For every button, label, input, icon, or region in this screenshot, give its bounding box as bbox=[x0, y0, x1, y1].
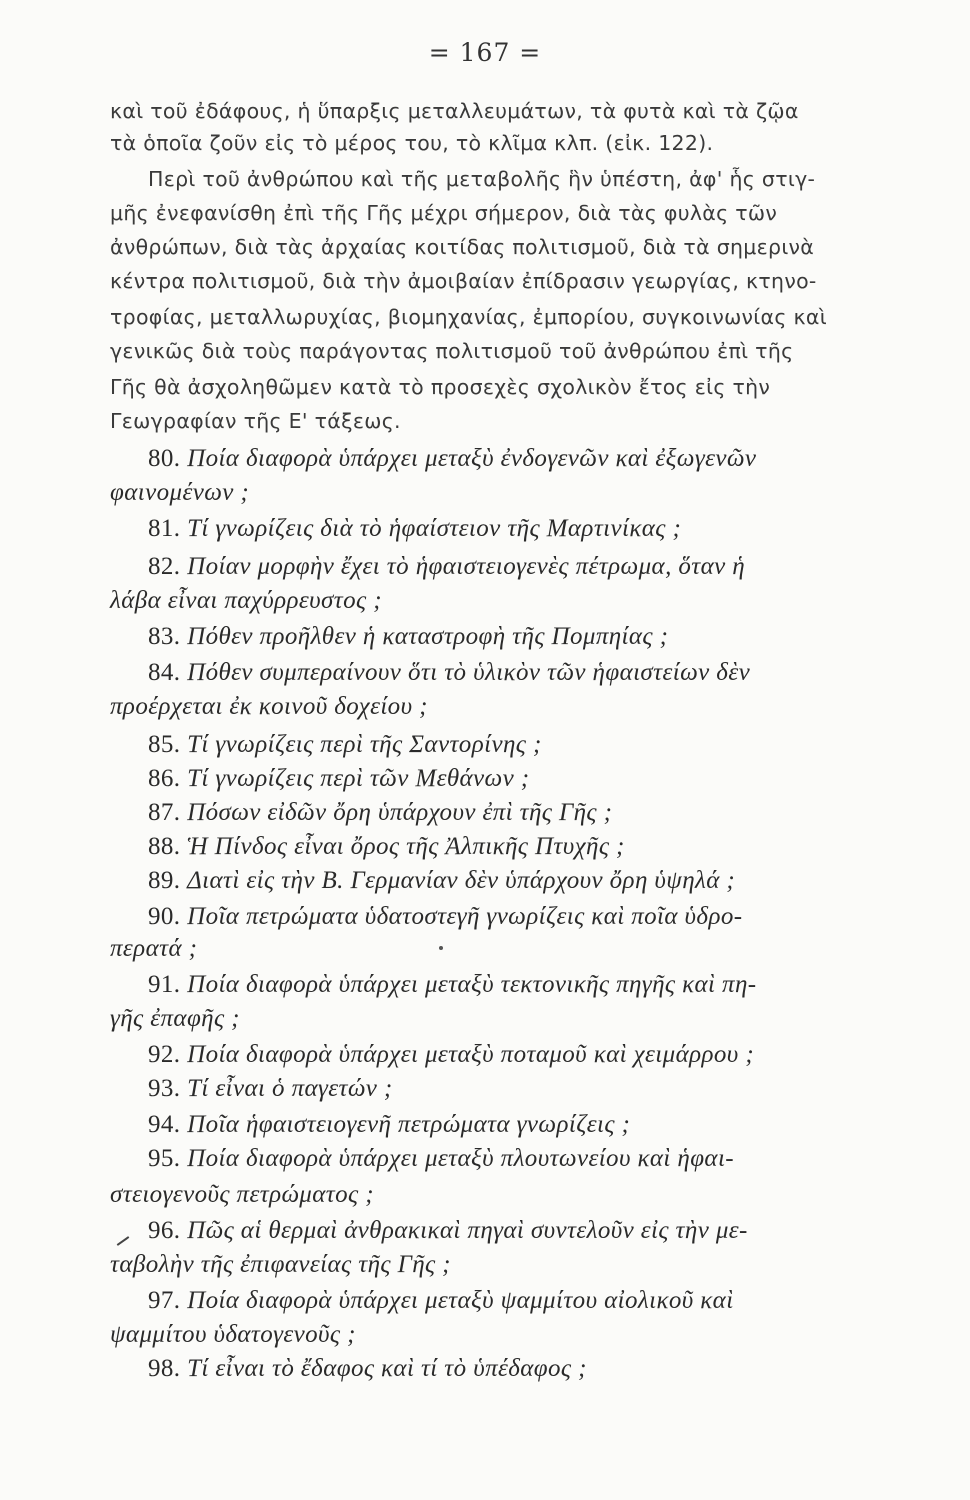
question-item bbox=[148, 1216, 748, 1246]
page-number: = 167 = bbox=[428, 38, 542, 67]
question-text: Ποία διαφορὰ ὑπάρχει μεταξὺ τεκτονικῆς πηγῆς καὶ πη- bbox=[187, 971, 757, 998]
question-text: Τί γνωρίζεις διὰ τὸ ἡφαίστειον τῆς Μαρτινίκας ; bbox=[187, 515, 682, 542]
question-item bbox=[148, 1354, 587, 1384]
question-text: Ποίαν μορφὴν ἔχει τὸ ἡφαιστειογενὲς πέτρωμα, ὅταν ἡ bbox=[187, 553, 746, 580]
question-continuation bbox=[110, 586, 382, 616]
question-text: περατά ; bbox=[110, 935, 198, 962]
paragraph-line: τροφίας, μεταλλωρυχίας, βιομηχανίας, ἐμπορίου, συγκοινωνίας καὶ bbox=[110, 305, 827, 329]
pencil-tick-mark bbox=[117, 1236, 130, 1246]
question-item bbox=[148, 514, 681, 544]
question-text: Τί γνωρίζεις περὶ τῶν Μεθάνων ; bbox=[187, 765, 530, 792]
paragraph-line: ἀνθρώπων, διὰ τὰς ἀρχαίας κοιτίδας πολιτισμοῦ, διὰ τὰ σημερινὰ bbox=[110, 235, 815, 259]
question-number: 82. bbox=[148, 553, 181, 580]
paragraph-line: γενικῶς διὰ τοὺς παράγοντας πολιτισμοῦ τοῦ ἀνθρώπου ἐπὶ τῆς bbox=[110, 339, 794, 363]
question-item bbox=[148, 832, 625, 862]
paragraph-line: τὰ ὁποῖα ζοῦν εἰς τὸ μέρος του, τὸ κλῖμα κλπ. (εἰκ. 122). bbox=[110, 131, 714, 155]
question-item bbox=[148, 1144, 734, 1174]
question-continuation bbox=[110, 478, 249, 508]
question-number: 92. bbox=[148, 1041, 181, 1068]
question-item bbox=[148, 1286, 734, 1316]
question-number: 84. bbox=[148, 659, 181, 686]
question-number: 98. bbox=[148, 1355, 181, 1382]
question-item bbox=[148, 902, 742, 932]
question-number: 93. bbox=[148, 1075, 181, 1102]
question-number: 96. bbox=[148, 1217, 181, 1244]
question-number: 88. bbox=[148, 833, 181, 860]
question-item bbox=[148, 730, 542, 760]
question-text: ψαμμίτου ὑδατογενοῦς ; bbox=[110, 1321, 356, 1348]
paragraph-line: μῆς ἐνεφανίσθη ἐπὶ τῆς Γῆς μέχρι σήμερον, διὰ τὰς φυλὰς τῶν bbox=[110, 201, 778, 225]
question-text: Τί εἶναι ὁ παγετών ; bbox=[187, 1075, 393, 1102]
question-item bbox=[148, 1074, 393, 1104]
question-continuation bbox=[110, 1004, 240, 1034]
question-text: Πόσων εἰδῶν ὄρη ὑπάρχουν ἐπὶ τῆς Γῆς ; bbox=[187, 799, 613, 826]
question-text: Ποία διαφορὰ ὑπάρχει μεταξὺ ψαμμίτου αἰολικοῦ καὶ bbox=[187, 1287, 734, 1314]
question-text: Ποία διαφορὰ ὑπάρχει μεταξὺ ἐνδογενῶν καὶ ἐξωγενῶν bbox=[187, 445, 757, 472]
question-text: Τί γνωρίζεις περὶ τῆς Σαντορίνης ; bbox=[187, 731, 542, 758]
question-number: 81. bbox=[148, 515, 181, 542]
question-text: Ποῖα πετρώματα ὑδατοστεγῆ γνωρίζεις καὶ ποῖα ὑδρο- bbox=[187, 903, 743, 930]
question-number: 83. bbox=[148, 623, 181, 650]
question-number: 86. bbox=[148, 765, 181, 792]
question-text: στειογενοῦς πετρώματος ; bbox=[110, 1181, 374, 1208]
question-text: προέρχεται ἐκ κοινοῦ δοχείου ; bbox=[110, 693, 428, 720]
question-item bbox=[148, 970, 756, 1000]
question-item bbox=[148, 622, 668, 652]
question-item bbox=[148, 764, 529, 794]
question-continuation bbox=[110, 1180, 374, 1210]
question-text: Πόθεν προῆλθεν ἡ καταστροφὴ τῆς Πομπηίας ; bbox=[187, 623, 669, 650]
question-number: 91. bbox=[148, 971, 181, 998]
question-text: γῆς ἐπαφῆς ; bbox=[110, 1005, 240, 1032]
question-text: Διατὶ εἰς τὴν Β. Γερμανίαν δὲν ὑπάρχουν ὄρη ὑψηλά ; bbox=[187, 867, 736, 894]
question-continuation bbox=[110, 934, 197, 964]
question-item bbox=[148, 658, 750, 688]
question-text: Πῶς αἱ θερμαὶ ἀνθρακικαὶ πηγαὶ συντελοῦν εἰς τὴν με- bbox=[187, 1217, 748, 1244]
question-text: Ποῖα ἡφαιστειογενῆ πετρώματα γνωρίζεις ; bbox=[187, 1111, 631, 1138]
ink-dot bbox=[439, 946, 443, 950]
question-item bbox=[148, 1040, 754, 1070]
question-number: 87. bbox=[148, 799, 181, 826]
question-number: 89. bbox=[148, 867, 181, 894]
question-text: Ποία διαφορὰ ὑπάρχει μεταξὺ ποταμοῦ καὶ χειμάρρου ; bbox=[187, 1041, 755, 1068]
question-continuation bbox=[110, 1320, 356, 1350]
question-text: λάβα εἶναι παχύρρευστος ; bbox=[110, 587, 382, 614]
question-text: Πόθεν συμπεραίνουν ὅτι τὸ ὑλικὸν τῶν ἡφαιστείων δὲν bbox=[187, 659, 751, 686]
question-text: Τί εἶναι τὸ ἔδαφος καὶ τί τὸ ὑπέδαφος ; bbox=[187, 1355, 587, 1382]
question-text: Ποία διαφορὰ ὑπάρχει μεταξὺ πλουτωνείου καὶ ἡφαι- bbox=[187, 1145, 735, 1172]
question-item bbox=[148, 798, 612, 828]
paragraph-line: Γεωγραφίαν τῆς Ε' τάξεως. bbox=[110, 409, 401, 433]
question-item bbox=[148, 444, 756, 474]
question-item bbox=[148, 552, 745, 582]
question-continuation bbox=[110, 1250, 451, 1280]
question-number: 94. bbox=[148, 1111, 181, 1138]
question-number: 85. bbox=[148, 731, 181, 758]
question-text: Ἡ Πίνδος εἶναι ὄρος τῆς Ἀλπικῆς Πτυχῆς ; bbox=[187, 833, 625, 860]
question-item bbox=[148, 866, 735, 896]
question-number: 95. bbox=[148, 1145, 181, 1172]
question-item bbox=[148, 1110, 630, 1140]
question-number: 80. bbox=[148, 445, 181, 472]
paragraph-line: κέντρα πολιτισμοῦ, διὰ τὴν ἀμοιβαίαν ἐπίδρασιν γεωργίας, κτηνο- bbox=[110, 269, 817, 293]
paragraph-line: Γῆς θὰ ἀσχοληθῶμεν κατὰ τὸ προσεχὲς σχολικὸν ἔτος εἰς τὴν bbox=[110, 375, 771, 399]
question-number: 97. bbox=[148, 1287, 181, 1314]
paragraph-line: καὶ τοῦ ἐδάφους, ἡ ὕπαρξις μεταλλευμάτων, τὰ φυτὰ καὶ τὰ ζῷα bbox=[110, 99, 799, 123]
paragraph-line: Περὶ τοῦ ἀνθρώπου καὶ τῆς μεταβολῆς ἣν ὑπέστη, ἀφ' ἧς στιγ- bbox=[148, 167, 816, 191]
question-continuation bbox=[110, 692, 428, 722]
question-text: φαινομένων ; bbox=[110, 479, 250, 506]
question-text: ταβολὴν τῆς ἐπιφανείας τῆς Γῆς ; bbox=[110, 1251, 451, 1278]
question-number: 90. bbox=[148, 903, 181, 930]
